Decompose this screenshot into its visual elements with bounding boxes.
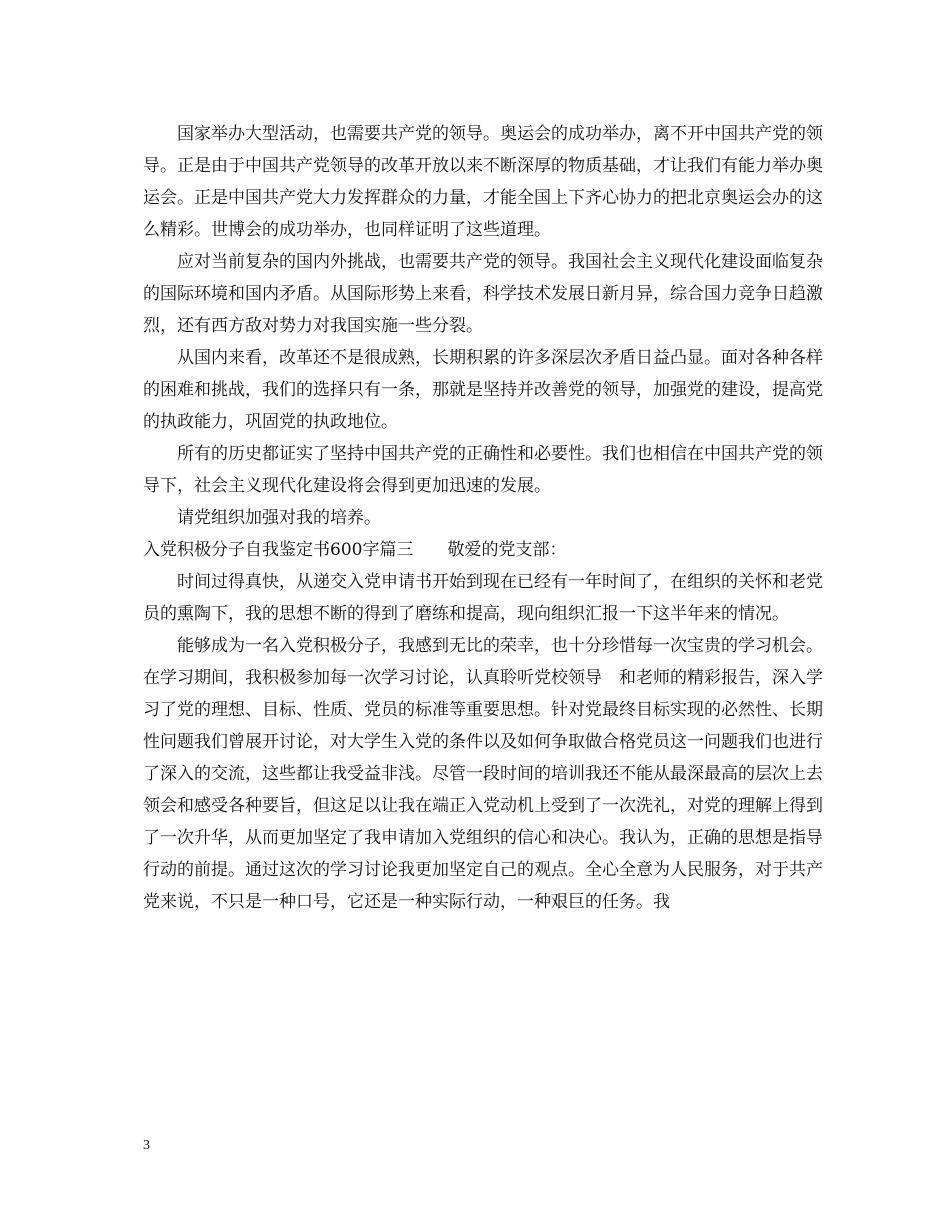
paragraph-4: 所有的历史都证实了坚持中国共产党的正确性和必要性。我们也相信在中国共产党的领导下，社会主义现代化建设将会得到更加迅速的发展。 (143, 444, 823, 496)
paragraph-7: 能够成为一名入党积极分子，我感到无比的荣幸，也十分珍惜每一次宝贵的学习机会。在学习期间，我积极参加每一次学习讨论，认真聆听党校领导 和老师的精彩报告，深入学习了党的理想、目标、性质、党员的标准等重要思想。针对党最终目标实现的必然性、长期性问题我们曾展开讨论，对大学生入党的条件以及如何争取做合格党员这一问题我们也进行了深入的交流，这些都让我受益非浅。尽管一段时间的培训我还不能从最深最高的层次上去领会和感受各种要旨，但这足以让我在端正入党动机上受到了一次洗礼，对党的理解上得到了一次升华，从而更加坚定了我申请加入党组织的信心和决心。我认为，正确的思想是指导行动的前提。通过这次的学习讨论我更加坚定自己的观点。全心全意为人民服务，对于共产党来说，不只是一种口号，它还是一种实际行动，一种艰巨的任务。我 (143, 636, 823, 912)
paragraph-3: 从国内来看，改革还不是很成熟，长期积累的许多深层次矛盾日益凸显。面对各种各样的困难和挑战，我们的选择只有一条，那就是坚持并改善党的领导，加强党的建设，提高党的执政能力，巩固党的执政地位。 (143, 348, 823, 432)
section-heading: 入党积极分子自我鉴定书600字篇三 敬爱的党支部： (143, 540, 567, 560)
page-number: 3 (143, 1138, 150, 1153)
paragraph-6: 时间过得真快，从递交入党申请书开始到现在已经有一年时间了，在组织的关怀和老党员的熏陶下，我的思想不断的得到了磨练和提高，现向组织汇报一下这半年来的情况。 (143, 572, 823, 624)
document-body (143, 118, 823, 918)
paragraph-1: 国家举办大型活动，也需要共产党的领导。奥运会的成功举办，离不开中国共产党的领导。正是由于中国共产党领导的改革开放以来不断深厚的物质基础，才让我们有能力举办奥运会。正是中国共产党大力发挥群众的力量，才能全国上下齐心协力的把北京奥运会办的这么精彩。世博会的成功举办，也同样证明了这些道理。 (143, 124, 823, 240)
paragraph-2: 应对当前复杂的国内外挑战，也需要共产党的领导。我国社会主义现代化建设面临复杂的国际环境和国内矛盾。从国际形势上来看，科学技术发展日新月异，综合国力竞争日趋激烈，还有西方敌对势力对我国实施一些分裂。 (143, 252, 823, 336)
paragraph-5: 请党组织加强对我的培养。 (177, 508, 381, 528)
